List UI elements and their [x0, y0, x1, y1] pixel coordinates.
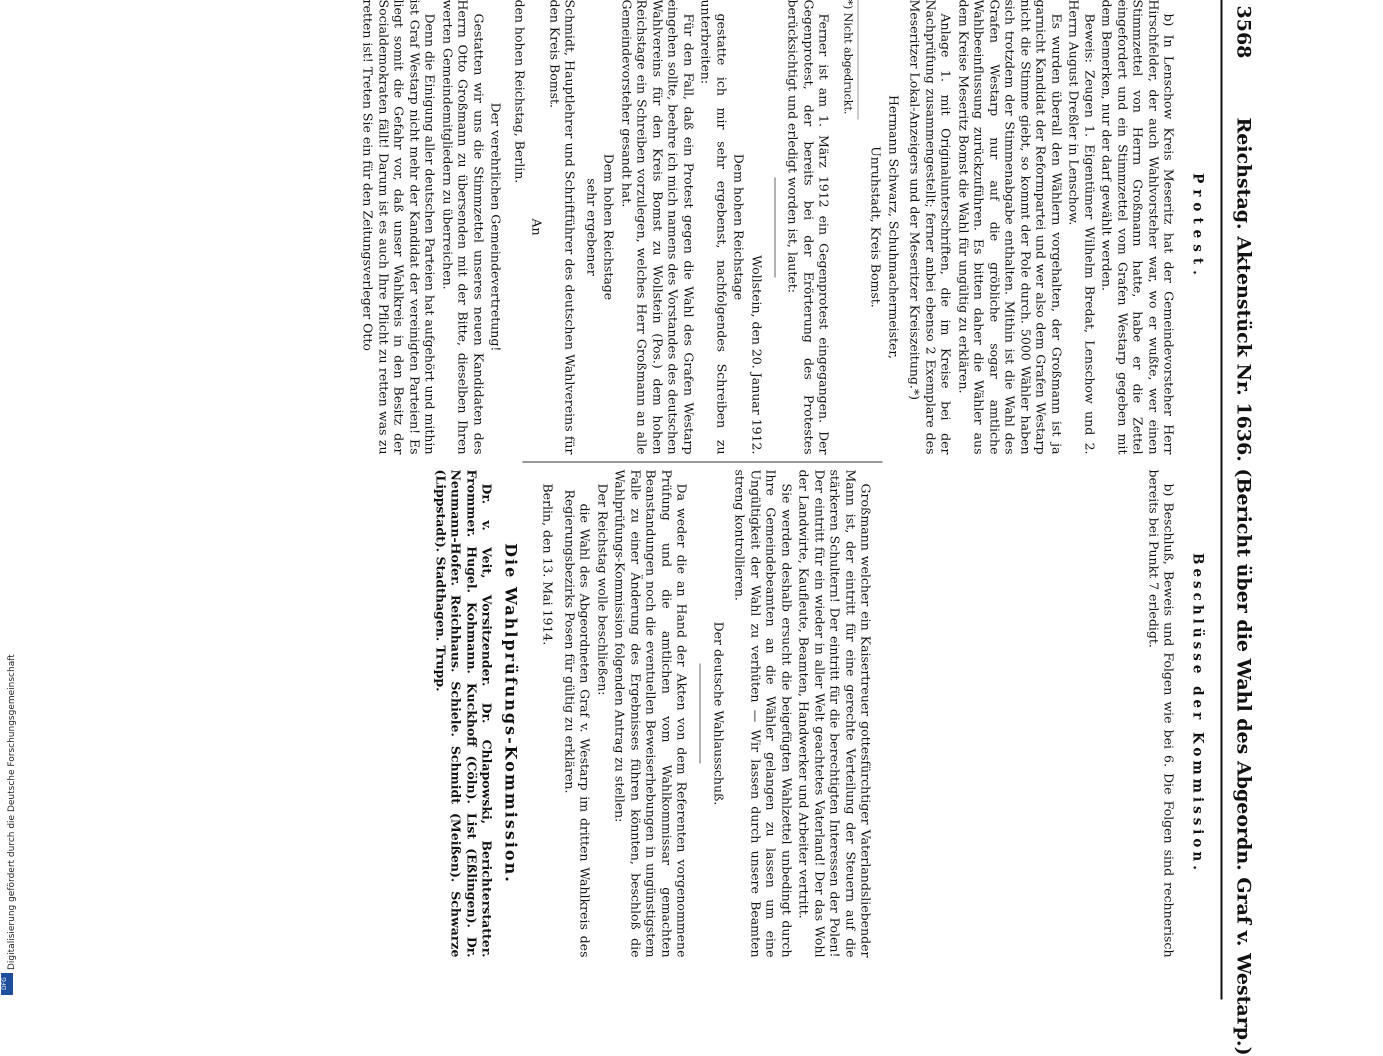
- separator: [700, 664, 701, 764]
- closing: Dem hohen Reichstage: [602, 153, 617, 301]
- place-date: Wollstein, den 20. Januar 1912.: [749, 255, 765, 455]
- decisions-heading: Beschlüsse der Kommission.: [1189, 553, 1206, 874]
- date: Berlin, den 13. Mai 1914.: [541, 483, 556, 646]
- address-an: An: [530, 218, 545, 236]
- closing: sehr ergebener: [584, 178, 600, 276]
- page-number: 3568: [1232, 5, 1255, 59]
- column-left: [359, 0, 1205, 455]
- paragraph: Beweis: Zeugen 1. Eigentümer Wilhelm Bredat, Lenschow und 2. Herrn August Dreßler in Lenschow.: [1067, 0, 1098, 455]
- paragraph: b) Beschluß, Beweis und Folgen wie bei 6. Die Folgen sind rechnerisch bereits bei Punkt 7 erledigt.: [1146, 469, 1177, 958]
- digitization-credit: [0, 0, 17, 1000]
- signature: Der deutsche Wahlausschuß.: [711, 621, 727, 806]
- paragraph: Der Reichstag wolle beschließen:: [595, 483, 611, 696]
- column-right: [431, 470, 1205, 958]
- paragraph: Ferner ist am 1. März 1912 ein Gegenprotest eingegangen. Der Gegenprotest, der bereits bei der Erörterung des Protestes berücksichtigt und erledigt worden ist, lautet:: [786, 0, 832, 455]
- commission-title: Die Wahlprüfungs-Kommission.: [501, 543, 521, 884]
- credit-text: Digitalisierung gefördert durch die Deutsche Forschungsgemeinschaft: [7, 654, 17, 970]
- column-divider: [523, 462, 883, 463]
- addressee: Dem hohen Reichstage: [732, 153, 747, 301]
- page-header: [1221, 0, 1261, 1056]
- signature: Schmidt, Hauptlehrer und Schriftführer des deutschen Wahlvereins für den Kreis Bomst.: [547, 0, 578, 455]
- scanned-page: [100, 0, 1283, 1056]
- paragraph: Sie werden deshalb ersucht die beigefügten Wahlzettel unbedingt durch Ihre Gemeindebeamten an die Wähler gelangen zu lassen um eine Ungültigkeit der Wahl zu verhüten — Wir lassen durch unsere Beamten streng kontrollieren.: [733, 469, 795, 958]
- running-title: Reichstag. Aktenstück Nr. 1636. (Bericht über die Wahl des Abgeordn. Graf v. Westarp.): [1232, 117, 1255, 1056]
- protest-heading: Protest.: [1189, 173, 1206, 281]
- signature: Hermann Schwarz, Schuhmachermeister,: [886, 94, 902, 360]
- address-recipient: den hohen Reichstag, Berlin.: [512, 0, 528, 184]
- dfg-logo: DFG: [1, 973, 13, 995]
- paragraph: Großmann welcher ein Kaisertreuer gottesfürchtiger Vaterlandsliebender Mann ist, der eintritt für eine gerechte Verteilung der Steuern auf die stärkeren Schultern! Der eintritt für die berechtigten Interessen der Polen! Der eintritt für ein wieder in aller Welt geachtetes Vaterland! Der das Wohl der Landwirte, Kaufleute, Beamten, Handwerker und Arbeiter vertritt.: [797, 469, 874, 958]
- salutation: Der verehrlichen Gemeindevertretung!: [489, 102, 504, 352]
- paragraph: Für den Fall, daß ein Protest gegen die Wahl des Grafen Westarp eingehen sollte, beehre ich mich namens des Vorstandes des deutschen Wahlvereins für den Kreis Bomst zu Wollstein (Pos.) dem hohen Reichstage ein Schreiben vorzulegen, welches Herr Großmann an alle Gemeindevorsteher gesandt hat.: [619, 0, 697, 455]
- paragraph: Denn die Einigung aller deutschen Parteien hat aufgehört und mithin ist Graf Westarp nicht mehr der Kandidat der vereinigten Parteien! Es liegt somit die Gefahr vor, daß unser Wahlkreis in den Besitz der Socialdemokraten fällt! Darum ist es auch Ihre Pflicht zu retten was zu retten ist! Treten Sie ein für den Zeitungsverleger Otto: [361, 0, 438, 455]
- spacer: [874, 470, 1144, 958]
- paragraph: Es wurden überall den Wählern vorgehalten, der Großmann ist ja garnicht Kandidat der Reformpartei und wer also dem Grafen Westarp nicht die Stimme giebt, so kommt der Pole durch. 5000 Wähler haben sich trotzdem der Stimmenabgabe enthalten. Mithin ist die Wahl des Grafen Westarp nur auf die gröbliche sogar amtliche Wahlbeeinflussung zurückzuführen. Es bitten daher die Wähler aus dem Kreise Meseritz Bomst die Wahl für ungültig zu erklären.: [956, 0, 1065, 455]
- paragraph: Anlage 1. mit Originalunterschriften, die im Kreise bei der Nachprüfung zusammengestellt; ferner anbei ebenso 2 Exemplare des Meseritzer Lokal-Anzeigers und der Meseritzer Kreiszeitung.*): [908, 0, 954, 455]
- separator: [775, 177, 776, 277]
- footnote: *) Nicht abgedruckt.: [840, 0, 859, 120]
- paragraph: die Wahl des Abgeordneten Graf v. Westarp im dritten Wahlkreis des Regierungsbezirks Posen für gültig zu erklären.: [562, 489, 593, 958]
- paragraph: Da weder die an Hand der Akten von dem Referenten vorgenommene Prüfung und die amtlichen vom Wahlkommissar gemachten Beanstandungen noch die eventuellen Beweiserhebungen in ungünstigstem Falle zu einer Änderung des Ergebnisses führen könnten, beschloß die Wahlprüfungs-Kommission folgenden Antrag zu stellen:: [613, 469, 690, 958]
- signature-place: Unruhstadt, Kreis Bomst.: [869, 146, 884, 308]
- paragraph: gestatte ich mir sehr ergebenst, nachfolgendes Schreiben zu unterbreiten:: [699, 0, 730, 455]
- paragraph: Gestatten wir uns die Stimmzettel unseres neuen Kandidaten des Herrn Otto Großmann zu übersenden mit der Bitte, dieselben Ihren werten Gemeindemitgliedern zu überreichen.: [440, 0, 487, 455]
- paragraph: b) In Lenschow Kreis Meseritz hat der Gemeindevorsteher Herr Hirschfelder, der auch Wahlvorsteher war, wo er wußte, wer einen Stimmzettel von Herrn Großmann hatte, habe er die Zettel eingefordert und ein Stimmzettel vom Grafen Westarp gegeben mit dem Bemerken, nur der darf gewählt werden.: [1100, 0, 1177, 455]
- header-rule: [1221, 0, 1223, 1000]
- commission-members: Dr. v. Veit, Vorsitzender. Dr. Chlapowski, Berichterstatter. Frommer. Hugel. Kohmann. Kuckhoff (Cöln). List (Eßlingen). Dr. Neumann-Hofer. Reichhaus. Schiele. Schmidt (Meißen). Schwarze (Lippstadt). Stadthagen. Trupp.: [433, 469, 495, 958]
